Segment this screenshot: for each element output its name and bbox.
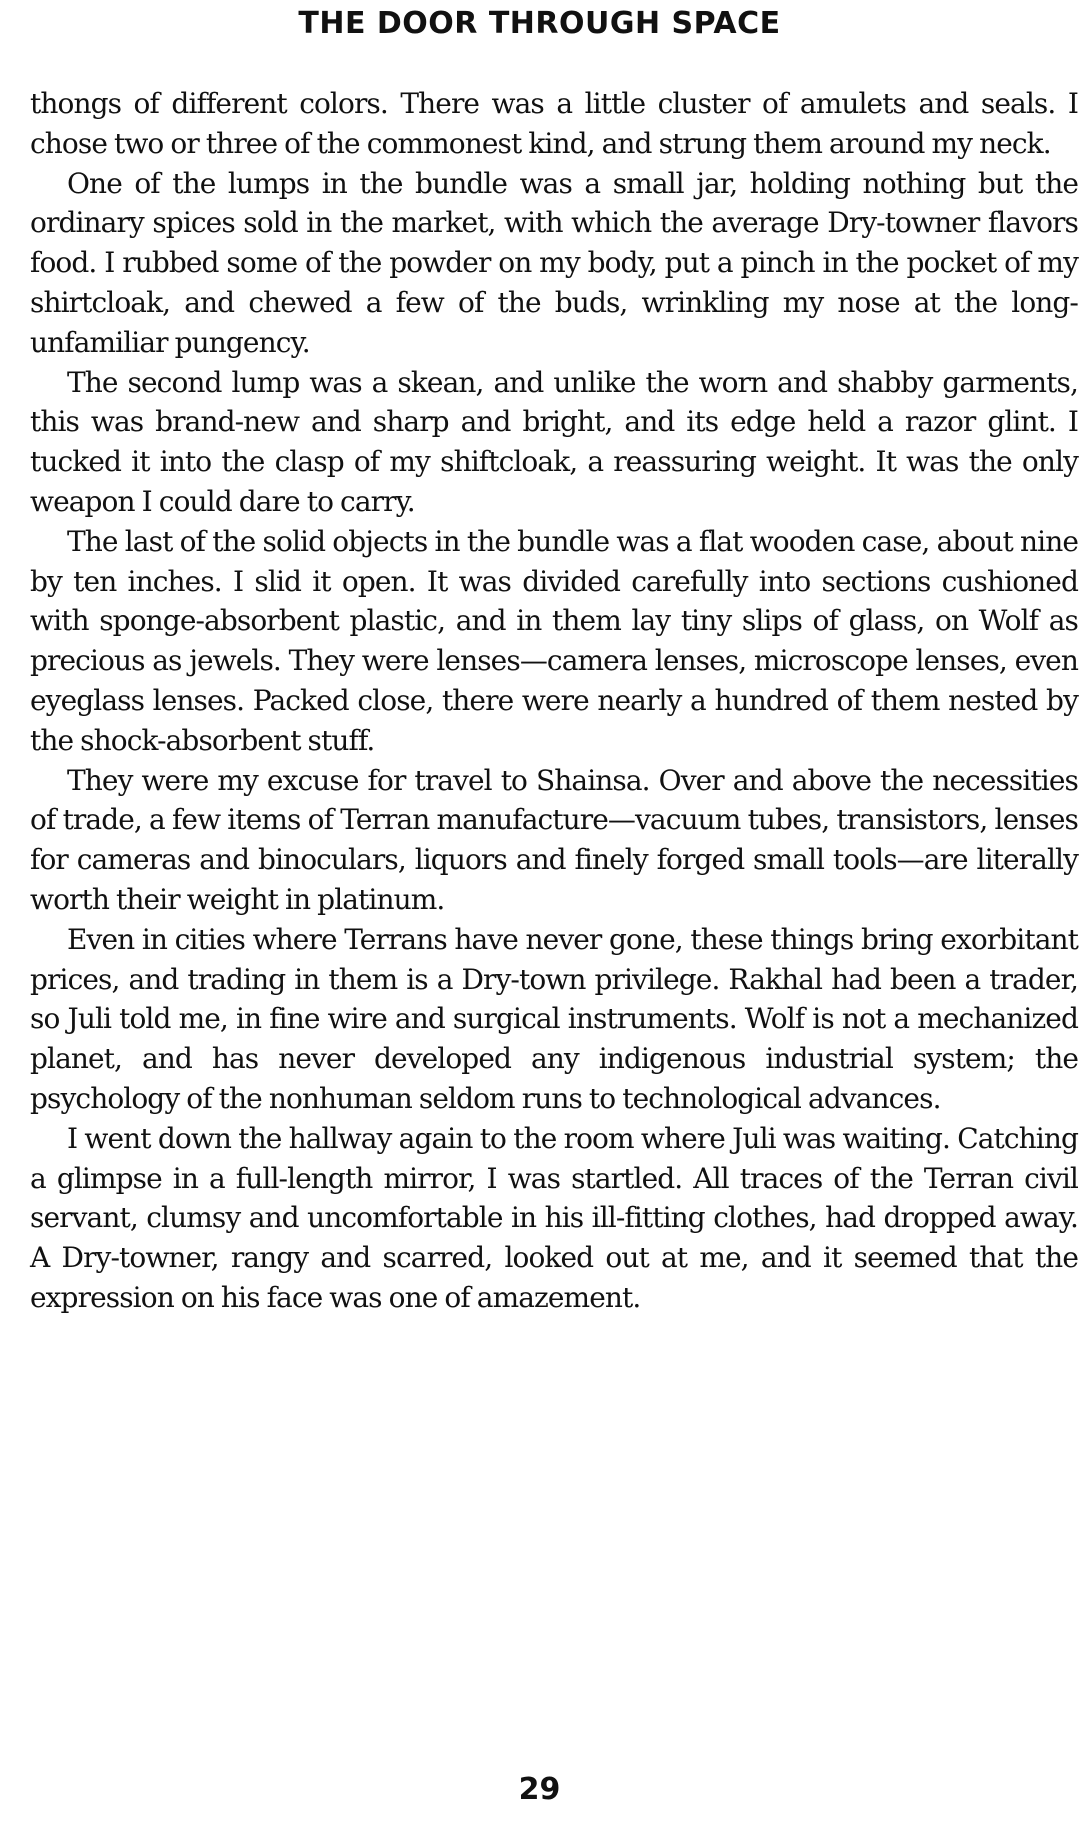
paragraph-2: One of the lumps in the bundle was a small jar, holding nothing but the ordinary spices sold in the market, with which the average Dry-towner flavors food. I rubbed some of the powder on my body, put a pinch in the pocket of my shirtcloak, and chewed a few of the buds, wrinkling my nose at the long-unfamiliar pungency. [30,166,1078,359]
paragraph-6: Even in cities where Terrans have never gone, these things bring exorbitant prices, and trading in them is a Dry-town privilege. Rakhal had been a trader, so Juli told me, in fine wire and surgical instruments. Wolf is not a mechanized planet, and has never developed any indigenous industrial system; the psychology of the nonhuman seldom runs to technological advances. [30,922,1078,1115]
paragraph-5: They were my excuse for travel to Shainsa. Over and above the necessities of trade, a few items of Terran manufacture—vacuum tubes, transistors, lenses for cameras and binoculars, liquors and finely forged small tools—are literally worth their weight in platinum. [30,763,1078,916]
running-head: THE DOOR THROUGH SPACE [298,6,781,41]
body-text [30,84,1078,1318]
paragraph-3: The second lump was a skean, and unlike the worn and shabby garments, this was brand-new and sharp and bright, and its edge held a razor glint. I tucked it into the clasp of my shiftcloak, a reassuring weight. It was the only weapon I could dare to carry. [30,365,1078,518]
paragraph-1: thongs of different colors. There was a little cluster of amulets and seals. I chose two or three of the commonest kind, and strung them around my neck. [30,87,1078,160]
paragraph-7: I went down the hallway again to the room where Juli was waiting. Catching a glimpse in a full-length mirror, I was startled. All traces of the Terran civil servant, clumsy and uncomfortable in his ill-fitting clothes, had dropped away. A Dry-towner, rangy and scarred, looked out at me, and it seemed that the expression on his face was one of amazement. [30,1121,1078,1314]
paragraph-4: The last of the solid objects in the bundle was a flat wooden case, about nine by ten inches. I slid it open. It was divided carefully into sections cushioned with sponge-absorbent plastic, and in them lay tiny slips of glass, on Wolf as precious as jewels. They were lenses—camera lenses, microscope lenses, even eyeglass lenses. Packed close, there were nearly a hundred of them nested by the shock-absorbent stuff. [30,524,1078,757]
page-number: 29 [518,1772,561,1807]
